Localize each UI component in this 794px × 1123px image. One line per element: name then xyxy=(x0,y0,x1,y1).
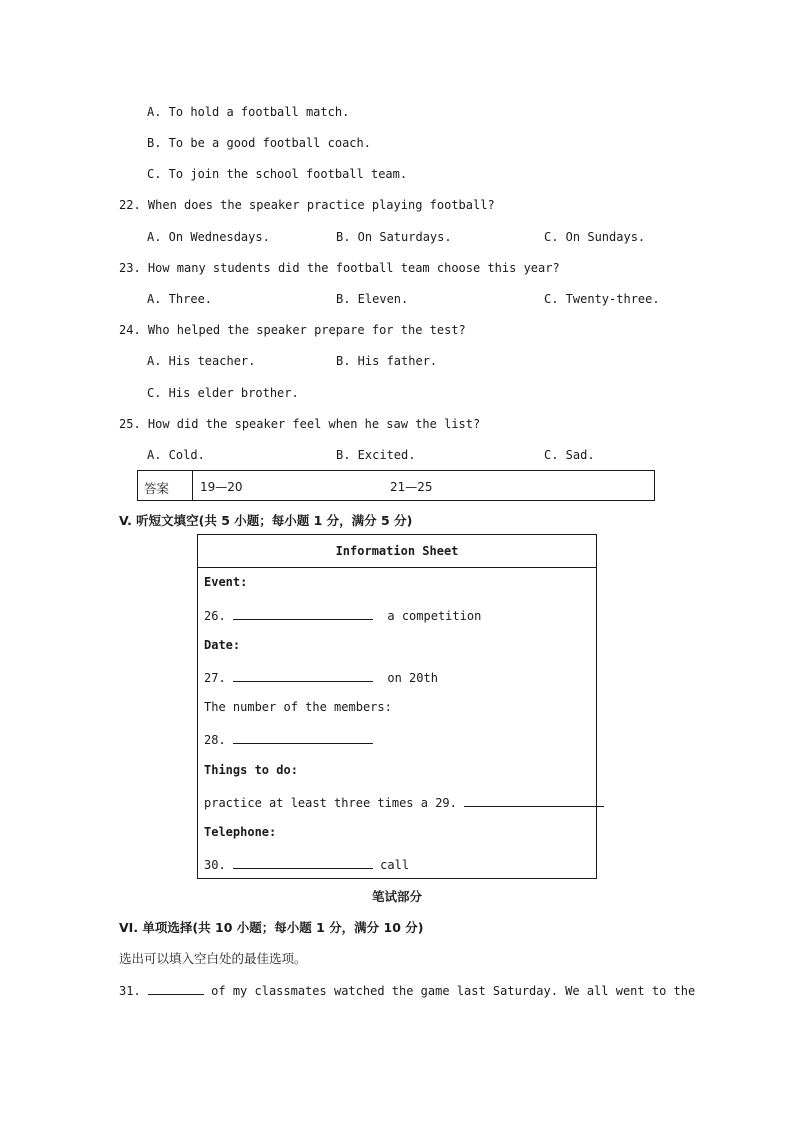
telephone-label: Telephone: xyxy=(204,825,277,839)
q30-after-text: call xyxy=(380,858,410,872)
q30-number: 30. xyxy=(204,858,226,872)
q23-option-b: B. Eleven. xyxy=(336,292,409,306)
q29-row xyxy=(204,794,604,810)
answer-box xyxy=(137,470,655,501)
q24-option-c: C. His elder brother. xyxy=(147,386,299,400)
date-label: Date: xyxy=(204,638,241,652)
answer-box-divider xyxy=(192,471,193,500)
q26-number: 26. xyxy=(204,609,226,623)
q21-option-a: A. To hold a football match. xyxy=(147,105,350,119)
q22-option-c: C. On Sundays. xyxy=(544,230,646,244)
q24-question: 24. Who helped the speaker prepare for the test? xyxy=(119,323,466,337)
q22-question: 22. When does the speaker practice playing football? xyxy=(119,198,495,212)
q21-option-c: C. To join the school football team. xyxy=(147,167,408,181)
q22-option-b: B. On Saturdays. xyxy=(336,230,452,244)
q31-number: 31. xyxy=(119,984,141,998)
q22-option-a: A. On Wednesdays. xyxy=(147,230,270,244)
q23-option-c: C. Twenty-three. xyxy=(544,292,660,306)
information-sheet xyxy=(197,534,597,879)
q30-blank[interactable] xyxy=(233,856,373,869)
q29-blank[interactable] xyxy=(464,794,604,807)
q27-after-text: on 20th xyxy=(387,671,438,685)
section-6-instruction: 选出可以填入空白处的最佳选项。 xyxy=(119,951,307,966)
q31-blank[interactable] xyxy=(148,982,204,995)
section-5-heading: V. 听短文填空(共 5 小题；每小题 1 分，满分 5 分) xyxy=(119,513,413,528)
members-label: The number of the members: xyxy=(204,700,392,714)
q24-option-a: A. His teacher. xyxy=(147,354,256,368)
q27-number: 27. xyxy=(204,671,226,685)
answer-range-21-25: 21—25 xyxy=(390,480,433,494)
q26-after-text: a competition xyxy=(387,609,482,623)
q31-text: of my classmates watched the game last Saturday. We all went to the xyxy=(211,984,696,998)
q31-row xyxy=(119,982,695,998)
things-to-do-label: Things to do: xyxy=(204,763,298,777)
q21-option-b: B. To be a good football coach. xyxy=(147,136,371,150)
event-label: Event: xyxy=(204,575,248,589)
info-sheet-title: Information Sheet xyxy=(335,544,459,558)
info-sheet-divider xyxy=(198,567,596,568)
q25-option-a: A. Cold. xyxy=(147,448,205,462)
q26-row xyxy=(204,607,481,623)
written-part-heading: 笔试部分 xyxy=(371,889,422,904)
q28-blank[interactable] xyxy=(233,731,373,744)
q23-question: 23. How many students did the football team choose this year? xyxy=(119,261,560,275)
q23-option-a: A. Three. xyxy=(147,292,213,306)
q28-row xyxy=(204,731,373,747)
q30-row xyxy=(204,856,409,872)
q28-number: 28. xyxy=(204,733,226,747)
q26-blank[interactable] xyxy=(233,607,373,620)
q25-option-b: B. Excited. xyxy=(336,448,416,462)
q24-option-b: B. His father. xyxy=(336,354,438,368)
section-6-heading: VI. 单项选择(共 10 小题；每小题 1 分，满分 10 分) xyxy=(119,920,424,935)
q27-row xyxy=(204,669,438,685)
q25-option-c: C. Sad. xyxy=(544,448,595,462)
answer-label: 答案 xyxy=(144,481,170,496)
q29-text: practice at least three times a 29. xyxy=(204,796,457,810)
q27-blank[interactable] xyxy=(233,669,373,682)
answer-range-19-20: 19—20 xyxy=(200,480,243,494)
q25-question: 25. How did the speaker feel when he saw the list? xyxy=(119,417,481,431)
